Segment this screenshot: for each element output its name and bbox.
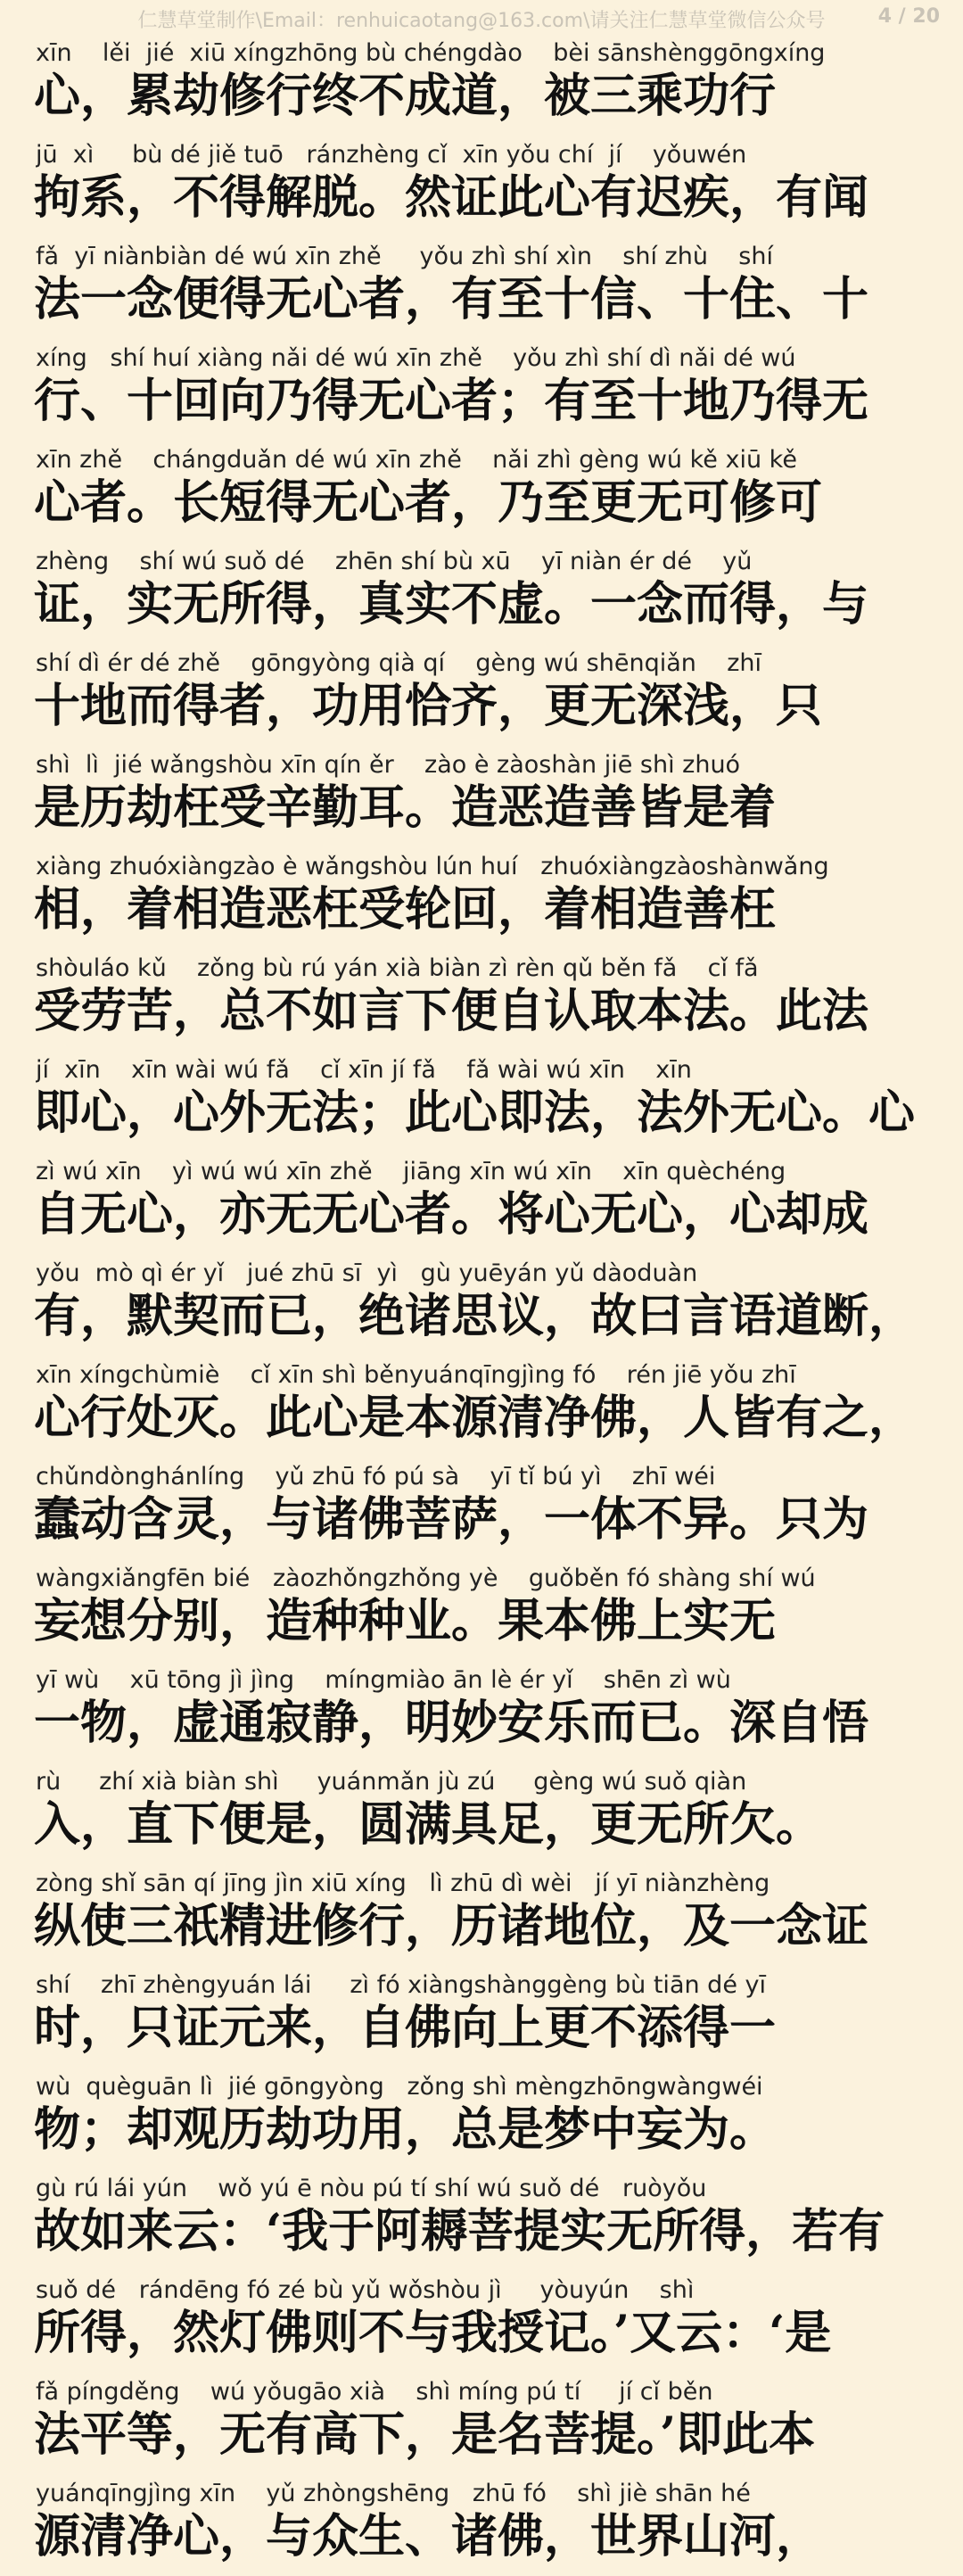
pinyin-annotation: xíng shí huí xiàng nǎi dé wú xīn zhě yǒu zhì shí dì nǎi dé wú: [36, 344, 796, 372]
pinyin-annotation: chǔndònghánlíng yǔ zhū fó pú sà yī tǐ bú yì zhī wéi: [36, 1463, 716, 1490]
hanzi-text: 即心，心外无法；此心即法，法外无心。心: [34, 1086, 916, 1140]
text-line: [0, 1457, 963, 1559]
text-line: [0, 949, 963, 1051]
text-line: [0, 136, 963, 237]
hanzi-text: 自无心，亦无无心者。将心无心，心却成: [34, 1188, 869, 1242]
hanzi-text: 妄想分别，造种种业。果本佛上实无: [34, 1595, 777, 1648]
hanzi-text: 时，只证元来，自佛向上更不添得一: [34, 2002, 777, 2055]
pinyin-annotation: zì wú xīn yì wú wú xīn zhě jiāng xīn wú xīn xīn quèchéng: [36, 1158, 786, 1185]
pinyin-annotation: xiàng zhuóxiàngzào è wǎngshòu lún huí zhuóxiàngzàoshànwǎng: [36, 853, 829, 880]
hanzi-text: 纵使三祇精进修行，历诸地位，及一念证: [34, 1900, 869, 1953]
hanzi-text: 受劳苦，总不如言下便自认取本法。此法: [34, 985, 869, 1038]
hanzi-text: 法一念便得无心者，有至十信、十住、十: [34, 273, 869, 326]
text-line: [0, 1051, 963, 1152]
text-line: [0, 644, 963, 746]
pinyin-annotation: gù rú lái yún wǒ yú ē nòu pú tí shí wú suǒ dé ruòyǒu: [36, 2175, 707, 2202]
hanzi-text: 所得，然灯佛则不与我授记。’又云：‘是: [34, 2307, 832, 2360]
pinyin-annotation: yǒu mò qì ér yǐ jué zhū sī yì gù yuēyán yǔ dàoduàn: [36, 1259, 698, 1287]
hanzi-text: 证，实无所得，真实不虚。一念而得，与: [34, 578, 869, 632]
pinyin-annotation: jū xì bù dé jiě tuō ránzhèng cǐ xīn yǒu chí jí yǒuwén: [36, 141, 747, 169]
text-line: [0, 1763, 963, 1864]
hanzi-text: 蠢动含灵，与诸佛菩萨，一体不异。只为: [34, 1493, 869, 1547]
text-line: [0, 339, 963, 441]
text-line: [0, 237, 963, 339]
text-line: [0, 441, 963, 542]
text-line: [0, 1864, 963, 1966]
page-indicator: 4 / 20: [877, 5, 940, 28]
text-line: [0, 2169, 963, 2271]
text-line: [0, 1152, 963, 1254]
text-line: [0, 847, 963, 949]
pinyin-annotation: zòng shǐ sān qí jīng jìn xiū xíng lì zhū dì wèi jí yī niànzhèng: [36, 1870, 770, 1897]
hanzi-text: 入，直下便是，圆满具足，更无所欠。: [34, 1798, 823, 1852]
header: [0, 0, 963, 36]
text-line: [0, 2068, 963, 2169]
pinyin-annotation: xīn lěi jié xiū xíngzhōng bù chéngdào bèi sānshènggōngxíng: [36, 39, 826, 67]
hanzi-text: 相，着相造恶枉受轮回，着相造善枉: [34, 883, 777, 937]
text-line: [0, 34, 963, 136]
hanzi-text: 心行处灭。此心是本源清净佛，人皆有之，: [34, 1391, 916, 1445]
hanzi-text: 故如来云：‘我于阿耨菩提实无所得，若有: [34, 2205, 885, 2258]
hanzi-text: 法平等，无有高下，是名菩提。’即此本: [34, 2408, 816, 2462]
pinyin-annotation: shí zhī zhèngyuán lái zì fó xiàngshànggèng bù tiān dé yī: [36, 1971, 766, 1999]
text-line: [0, 746, 963, 847]
text-line: [0, 542, 963, 644]
hanzi-text: 是历劫枉受辛勤耳。造恶造善皆是着: [34, 781, 777, 835]
pinyin-annotation: rù zhí xià biàn shì yuánmǎn jù zú gèng wú suǒ qiàn: [36, 1768, 747, 1796]
text-body: [0, 34, 963, 2576]
pinyin-annotation: yuánqīngjìng xīn yǔ zhòngshēng zhū fó shì jiè shān hé: [36, 2480, 751, 2507]
pinyin-annotation: jí xīn xīn wài wú fǎ cǐ xīn jí fǎ fǎ wài wú xīn xīn: [36, 1056, 692, 1084]
pinyin-annotation: shì lì jié wǎngshòu xīn qín ěr zào è zàoshàn jiē shì zhuó: [36, 751, 741, 779]
pinyin-annotation: wàngxiǎngfēn bié zàozhǒngzhǒng yè guǒběn fó shàng shí wú: [36, 1565, 816, 1592]
text-line: [0, 1254, 963, 1356]
pinyin-annotation: shí dì ér dé zhě gōngyòng qià qí gèng wú shēnqiǎn zhī: [36, 649, 761, 677]
pinyin-annotation: zhèng shí wú suǒ dé zhēn shí bù xū yī niàn ér dé yǔ: [36, 548, 753, 575]
hanzi-text: 有，默契而已，绝诸思议，故曰言语道断，: [34, 1290, 916, 1343]
hanzi-text: 物；却观历劫功用，总是梦中妄为。: [34, 2103, 777, 2157]
text-line: [0, 1356, 963, 1457]
pinyin-annotation: yī wù xū tōng jì jìng míngmiào ān lè ér yǐ shēn zì wù: [36, 1666, 731, 1694]
hanzi-text: 拘系，不得解脱。然证此心有迟疾，有闻: [34, 171, 869, 225]
text-line: [0, 2373, 963, 2474]
pinyin-annotation: fǎ píngděng wú yǒugāo xià shì míng pú tí jí cǐ běn: [36, 2378, 713, 2406]
text-line: [0, 1559, 963, 1661]
hanzi-text: 十地而得者，功用恰齐，更无深浅，只: [34, 680, 823, 733]
hanzi-text: 心者。长短得无心者，乃至更无可修可: [34, 476, 823, 530]
pinyin-annotation: shòuláo kǔ zǒng bù rú yán xià biàn zì rèn qǔ běn fǎ cǐ fǎ: [36, 954, 759, 982]
pinyin-annotation: xīn xíngchùmiè cǐ xīn shì běnyuánqīngjìng fó rén jiē yǒu zhī: [36, 1361, 796, 1389]
pinyin-annotation: suǒ dé rándēng fó zé bù yǔ wǒshòu jì yòuyún shì: [36, 2276, 695, 2304]
hanzi-text: 行、十回向乃得无心者；有至十地乃得无: [34, 375, 869, 428]
pinyin-annotation: wù quèguān lì jié gōngyòng zǒng shì mèngzhōngwàngwéi: [36, 2073, 763, 2101]
text-line: [0, 2271, 963, 2373]
hanzi-text: 源清净心，与众生、诸佛，世界山河，: [34, 2510, 823, 2564]
header-watermark: 仁慧草堂制作\Email：renhuicaotang@163.com\请关注仁慧草堂微信公众号: [137, 10, 826, 32]
text-line: [0, 1661, 963, 1763]
text-line: [0, 1966, 963, 2068]
hanzi-text: 一物，虚通寂静，明妙安乐而已。深自悟: [34, 1697, 869, 1750]
text-line: [0, 2474, 963, 2576]
hanzi-text: 心，累劫修行终不成道，被三乘功行: [34, 70, 777, 123]
pinyin-annotation: fǎ yī niànbiàn dé wú xīn zhě yǒu zhì shí xìn shí zhù shí: [36, 243, 773, 270]
pinyin-annotation: xīn zhě chángduǎn dé wú xīn zhě nǎi zhì gèng wú kě xiū kě: [36, 446, 797, 474]
